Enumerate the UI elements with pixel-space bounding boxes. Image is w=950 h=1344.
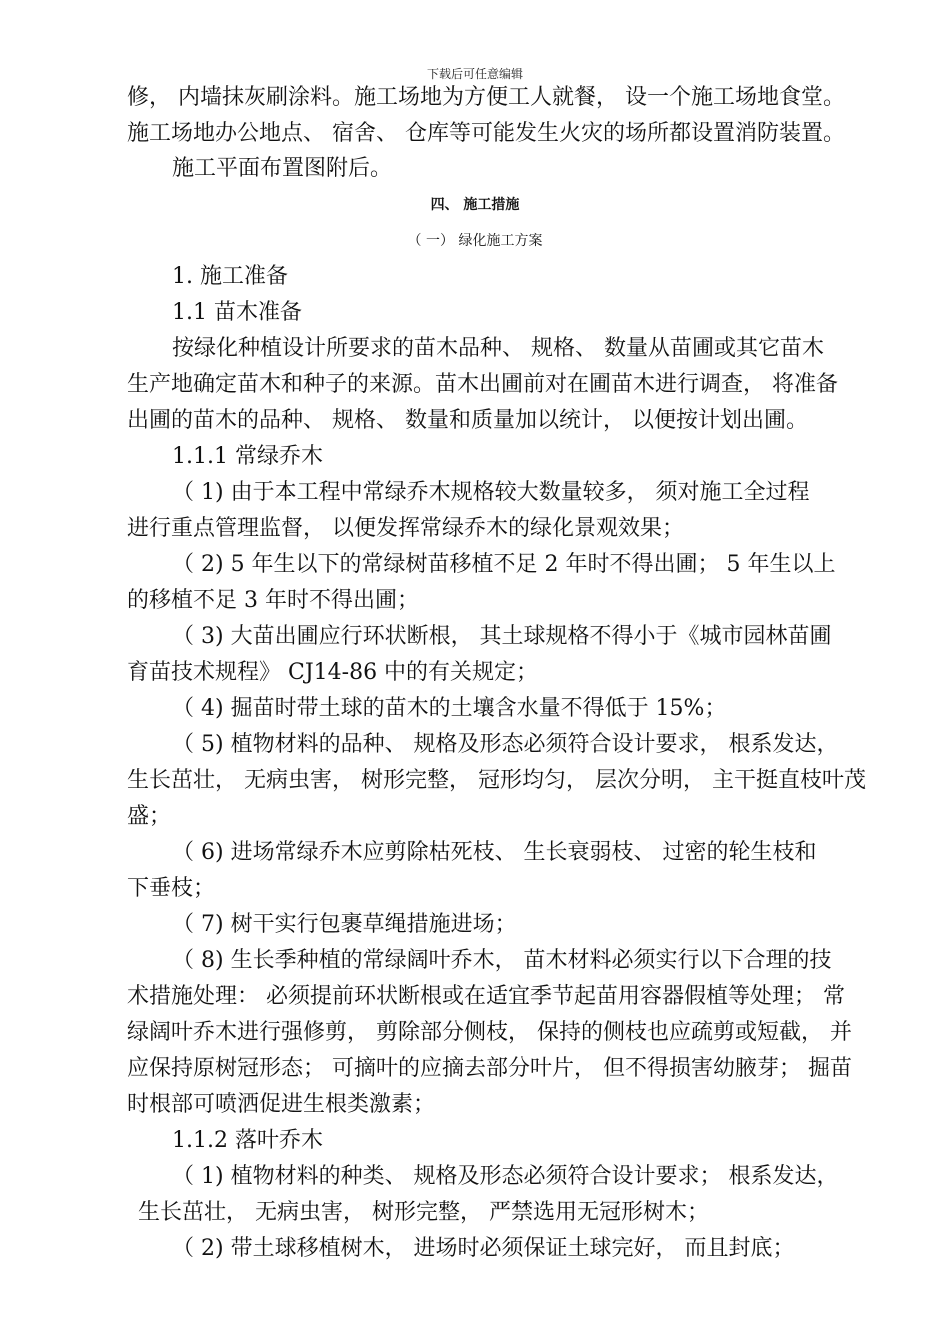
list-item-line: （ 1) 植物材料的种类、 规格及形态必须符合设计要求； 根系发达， <box>172 1164 839 1189</box>
subsection-heading: （ 一） 绿化施工方案 <box>407 233 543 249</box>
list-item-line: （ 7) 树干实行包裹草绳措施进场； <box>172 912 517 937</box>
list-item-line: 时根部可喷洒促进生根类激素； <box>127 1092 436 1117</box>
item-heading: 1.1.2 落叶乔木 <box>172 1128 323 1153</box>
list-item-line: （ 6) 进场常绿乔木应剪除枯死枝、 生长衰弱枝、 过密的轮生枝和 <box>172 840 817 865</box>
list-item-line: 生长茁壮， 无病虫害， 树形完整， 冠形均匀， 层次分明， 主干挺直枝叶茂 <box>127 768 866 793</box>
list-item-line: 的移植不足 3 年时不得出圃； <box>127 588 419 613</box>
body-text-line: 按绿化种植设计所要求的苗木品种、 规格、 数量从苗圃或其它苗木 <box>172 336 824 361</box>
list-item-line: （ 3) 大苗出圃应行环状断根， 其土球规格不得小于《城市园林苗圃 <box>172 624 832 649</box>
body-text-line: 施工平面布置图附后。 <box>172 156 393 181</box>
body-text-line: 施工场地办公地点、 宿舍、 仓库等可能发生火灾的场所都设置消防装置。 <box>127 121 845 146</box>
list-item-line: 绿阔叶乔木进行强修剪， 剪除部分侧枝， 保持的侧枝也应疏剪或短截， 并 <box>127 1020 852 1045</box>
section-heading: 四、 施工措施 <box>430 197 520 213</box>
list-item-line: 进行重点管理监督， 以便发挥常绿乔木的绿化景观效果； <box>127 516 684 541</box>
item-heading: 1. 施工准备 <box>172 264 288 289</box>
body-text-line: 修， 内墙抹灰刷涂料。施工场地为方便工人就餐， 设一个施工场地食堂。 <box>127 85 845 110</box>
page-header: 下载后可任意编辑 <box>426 67 523 81</box>
list-item-line: 生长茁壮， 无病虫害， 树形完整， 严禁选用无冠形树木； <box>138 1200 709 1225</box>
list-item-line: （ 2) 带土球移植树木， 进场时必须保证土球完好， 而且封底； <box>172 1236 795 1261</box>
list-item-line: （ 2) 5 年生以下的常绿树苗移植不足 2 年时不得出圃； 5 年生以上 <box>172 552 836 577</box>
list-item-line: （ 5) 植物材料的品种、 规格及形态必须符合设计要求， 根系发达， <box>172 732 839 757</box>
list-item-line: （ 8) 生长季种植的常绿阔叶乔木， 苗木材料必须实行以下合理的技 <box>172 948 832 973</box>
list-item-line: 下垂枝； <box>127 876 216 901</box>
item-heading: 1.1 苗木准备 <box>172 300 302 325</box>
list-item-line: 应保持原树冠形态； 可摘叶的应摘去部分叶片， 但不得损害幼腋芽； 掘苗 <box>127 1056 852 1081</box>
list-item-line: （ 4) 掘苗时带土球的苗木的土壤含水量不得低于 15%； <box>172 696 727 721</box>
list-item-line: 术措施处理： 必须提前环状断根或在适宜季节起苗用容器假植等处理； 常 <box>127 984 845 1009</box>
item-heading: 1.1.1 常绿乔木 <box>172 444 323 469</box>
body-text-line: 生产地确定苗木和种子的来源。苗木出圃前对在圃苗木进行调查， 将准备 <box>127 372 838 397</box>
body-text-line: 出圃的苗木的品种、 规格、 数量和质量加以统计， 以便按计划出圃。 <box>127 408 808 433</box>
list-item-line: 盛； <box>127 804 172 829</box>
list-item-line: （ 1) 由于本工程中常绿乔木规格较大数量较多， 须对施工全过程 <box>172 480 810 505</box>
list-item-line: 育苗技术规程》 CJ14-86 中的有关规定； <box>127 660 539 685</box>
